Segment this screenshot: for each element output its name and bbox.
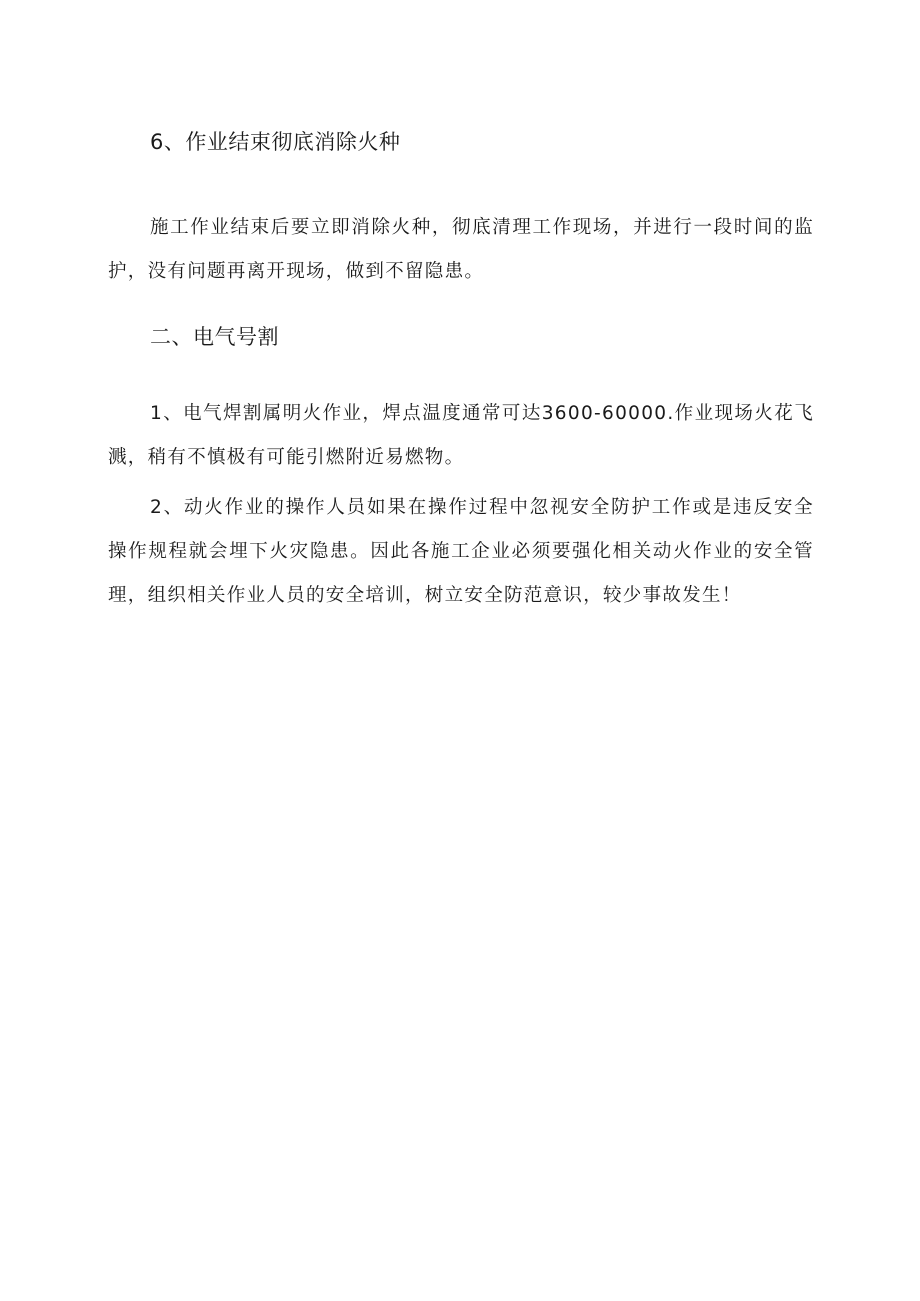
paragraph-electric-cutting-2: 2、动火作业的操作人员如果在操作过程中忽视安全防护工作或是违反安全操作规程就会埋下火灾隐患。因此各施工企业必须要强化相关动火作业的安全管理，组织相关作业人员的安全培训，树立安全防范意识，较少事故发生！ [108,497,814,606]
paragraph-fire-elimination: 施工作业结束后要立即消除火种，彻底清理工作现场，并进行一段时间的监护，没有问题再离开现场，做到不留隐患。 [108,217,814,282]
section-heading-electric-cutting: 二、电气号割 [150,325,279,349]
paragraph-electric-cutting-1: 1、电气焊割属明火作业，焊点温度通常可达3600-60000.作业现场火花飞溅，稍有不慎极有可能引燃附近易燃物。 [108,403,814,468]
section-heading-fire-elimination: 6、作业结束彻底消除火种 [150,130,401,154]
